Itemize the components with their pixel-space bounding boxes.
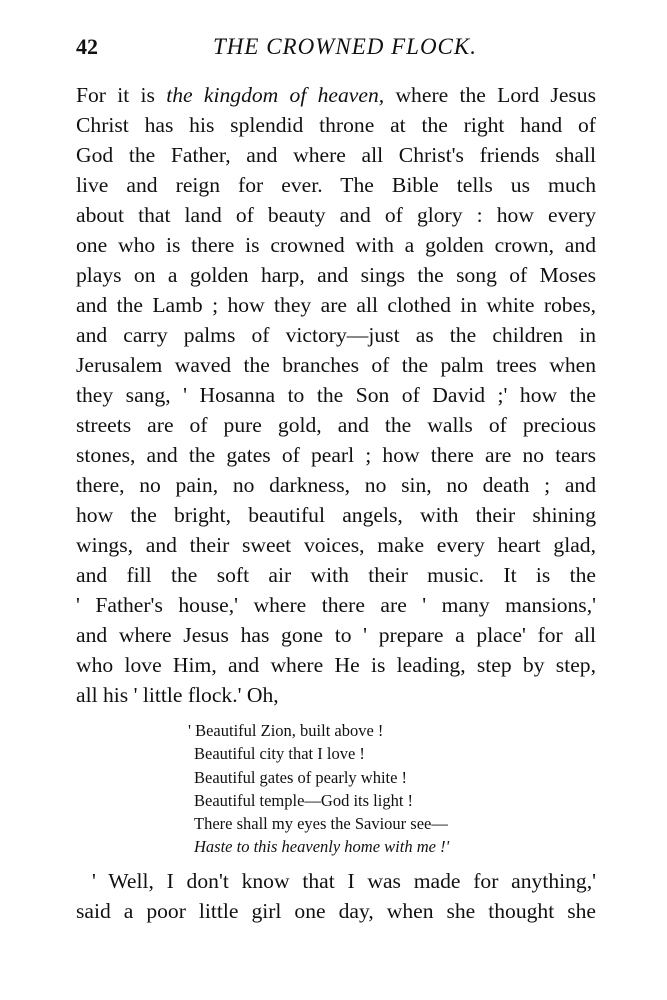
text-line: Jerusalem waved the branches of the palm trees when [76, 353, 596, 377]
text-line: and where Jesus has gone to ' prepare a place' for all [76, 623, 596, 647]
text-line: they sang, ' Hosanna to the Son of David ;' how the [76, 383, 596, 407]
text-line: ' Father's house,' where there are ' many mansions,' [76, 593, 596, 617]
page-header [76, 34, 596, 64]
verse-line: ' Beautiful Zion, built above ! [188, 721, 384, 740]
text-line: how the bright, beautiful angels, with their shining [76, 503, 596, 527]
text-line: who love Him, and where He is leading, step by step, [76, 653, 596, 677]
verse-line: Beautiful city that I love ! [194, 744, 365, 764]
text-line: all his ' little flock.' Oh, [76, 683, 279, 707]
text-line: Christ has his splendid throne at the right hand of [76, 113, 596, 137]
verse-line: Beautiful gates of pearly white ! [194, 767, 408, 787]
text-line: streets are of pure gold, and the walls of precious [76, 413, 596, 437]
text-line: one who is there is crowned with a golden crown, and [76, 233, 596, 257]
text-line: and the Lamb ; how they are all clothed in white robes, [76, 293, 596, 317]
text-line: live and reign for ever. The Bible tells us much [76, 173, 596, 197]
text-line-1 [76, 80, 596, 110]
text-line: about that land of beauty and of glory : how every [76, 203, 596, 227]
text-line: God the Father, and where all Christ's friends shall [76, 143, 596, 167]
verse-block [188, 719, 518, 859]
line-1-rest: where the Lord Jesus [384, 83, 597, 107]
verse-line: There shall my eyes the Saviour see— [194, 814, 448, 834]
text-line: said a poor little girl one day, when she thought she [76, 899, 596, 923]
text-line: stones, and the gates of pearl ; how there are no tears [76, 443, 596, 467]
paragraph-2 [76, 866, 596, 926]
italic-phrase: the kingdom of heaven, [166, 83, 385, 107]
line-1-start: For it is [76, 83, 167, 107]
text-line: plays on a golden harp, and sings the song of Moses [76, 263, 596, 287]
verse-line-italic: Haste to this heavenly home with me !' [194, 837, 450, 857]
text-line: and fill the soft air with their music. It is the [76, 563, 596, 587]
text-line: and carry palms of victory—just as the children in [76, 323, 596, 347]
page-number: 42 [76, 34, 98, 59]
verse-line: Beautiful temple—God its light ! [194, 790, 414, 810]
text-line: wings, and their sweet voices, make every heart glad, [76, 533, 596, 557]
running-title: THE CROWNED FLOCK. [213, 34, 477, 59]
text-line: ' Well, I don't know that I was made for anything,' [92, 869, 596, 893]
paragraph-1 [76, 80, 596, 710]
text-line: there, no pain, no darkness, no sin, no death ; and [76, 473, 596, 497]
